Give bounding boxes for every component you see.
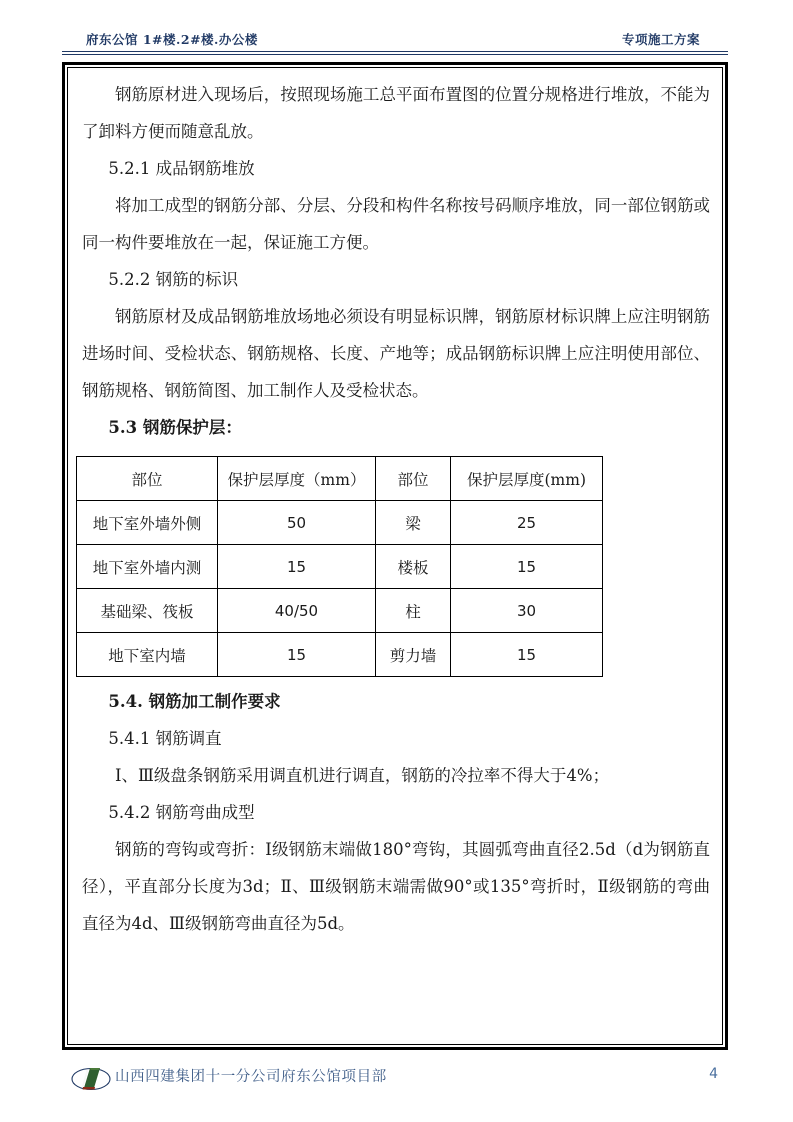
table-row [77,589,603,633]
subheading-5-4-2: 5.4.2 钢筋弯曲成型 [108,803,255,822]
table-cell-thickness: 15 [218,633,376,677]
table-header-cell: 保护层厚度(mm) [451,457,603,501]
table-cell-thickness: 50 [218,501,376,545]
paragraph-5-4-2-body: 钢筋的弯钩或弯折：Ⅰ级钢筋末端做180°弯钩，其圆弧弯曲直径2.5d（d为钢筋直径），平直部分长度为3d；Ⅱ、Ⅲ级钢筋末端需做90°或135°弯折时，Ⅱ级钢筋的弯曲直径为4d、Ⅲ级钢筋弯曲直径为5d。 [82,840,710,933]
paragraph-storage-intro: 钢筋原材进入现场后，按照现场施工总平面布置图的位置分规格进行堆放，不能为了卸料方便而随意乱放。 [82,85,710,141]
table-row [77,501,603,545]
table-cell-thickness: 40/50 [218,589,376,633]
document-body [82,76,710,942]
table-cell-location: 楼板 [376,545,451,589]
paragraph-5-2-1-body: 将加工成型的钢筋分部、分层、分段和构件名称按号码顺序堆放，同一部位钢筋或同一构件要堆放在一起，保证施工方便。 [82,196,710,252]
footer-company-text: 山西四建集团十一分公司府东公馆项目部 [115,1069,387,1085]
subheading-5-2-2: 5.2.2 钢筋的标识 [108,270,239,289]
page-footer [62,1062,728,1096]
table-header-row [77,457,603,501]
header-project-title: 府东公馆 1#楼.2#楼.办公楼 [86,32,258,47]
subheading-5-4-1: 5.4.1 钢筋调直 [108,729,222,748]
table-cell-thickness: 15 [218,545,376,589]
table-row [77,633,603,677]
subheading-5-2-1: 5.2.1 成品钢筋堆放 [108,159,255,178]
table-cell-location: 地下室外墙外侧 [77,501,218,545]
table-row [77,545,603,589]
company-logo-icon [70,1064,112,1094]
table-cell-thickness: 15 [451,545,603,589]
table-header-cell: 部位 [77,457,218,501]
table-cell-thickness: 15 [451,633,603,677]
page-header [62,30,728,54]
table-header-cell: 保护层厚度（mm） [218,457,376,501]
table-cell-thickness: 30 [451,589,603,633]
paragraph-5-4-1-body: Ⅰ、Ⅲ级盘条钢筋采用调直机进行调直，钢筋的冷拉率不得大于4%； [115,766,610,785]
heading-5-4: 5.4. 钢筋加工制作要求 [108,692,281,711]
rebar-cover-table [76,456,603,677]
heading-5-3: 5.3 钢筋保护层： [108,418,242,437]
footer-page-number: 4 [709,1066,718,1082]
table-header-cell: 部位 [376,457,451,501]
table-cell-thickness: 25 [451,501,603,545]
table-cell-location: 梁 [376,501,451,545]
table-cell-location: 剪力墙 [376,633,451,677]
table-cell-location: 地下室内墙 [77,633,218,677]
rebar-cover-table-wrapper [76,456,710,677]
paragraph-5-2-2-body: 钢筋原材及成品钢筋堆放场地必须设有明显标识牌，钢筋原材标识牌上应注明钢筋进场时间、受检状态、钢筋规格、长度、产地等；成品钢筋标识牌上应注明使用部位、钢筋规格、钢筋简图、加工制作人及受检状态。 [82,307,710,400]
header-double-rule [62,51,728,55]
header-document-type: 专项施工方案 [621,32,700,47]
table-cell-location: 基础梁、筏板 [77,589,218,633]
table-cell-location: 地下室外墙内测 [77,545,218,589]
table-cell-location: 柱 [376,589,451,633]
